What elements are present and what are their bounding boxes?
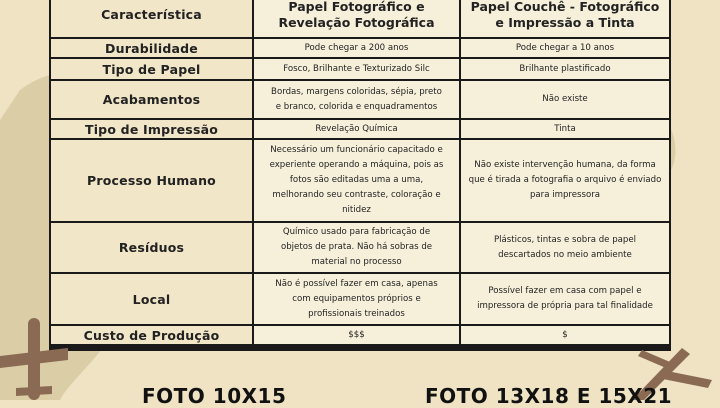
- row-label: Acabamentos: [51, 81, 254, 118]
- row-label: Tipo de Impressão: [51, 120, 254, 138]
- row-label: Processo Humano: [51, 140, 254, 221]
- row-value-col2: Possível fazer em casa com papel e impressora de própria para tal finalidade: [461, 274, 669, 324]
- table-row-paper-type: [51, 59, 669, 79]
- row-value-col2: $: [461, 326, 669, 344]
- table-row-production-cost: [51, 326, 669, 344]
- row-value-col1: Revelação Química: [254, 120, 461, 138]
- airplane-icon-left: [0, 318, 80, 400]
- row-label: Local: [51, 274, 254, 324]
- row-value-col2: Não existe intervenção humana, da forma que é tirada a fotografia o arquivo é enviado para impressora: [461, 140, 669, 221]
- footer-title-right: FOTO 13X18 E 15X21: [425, 384, 673, 408]
- table-header-row: [51, 0, 669, 37]
- row-value-col2: Pode chegar a 10 anos: [461, 39, 669, 57]
- table-row-location: [51, 274, 669, 324]
- table-row-durability: [51, 39, 669, 57]
- row-value-col1: Necessário um funcionário capacitado e experiente operando a máquina, pois as fotos são editadas uma a uma, melhorando seu contraste, coloração e nitidez: [254, 140, 461, 221]
- row-label: Resíduos: [51, 223, 254, 272]
- table-row-finishes: [51, 81, 669, 118]
- row-label: Tipo de Papel: [51, 59, 254, 79]
- comparison-table: [51, 0, 669, 346]
- row-label: Durabilidade: [51, 39, 254, 57]
- row-value-col2: Tinta: [461, 120, 669, 138]
- row-value-col2: Não existe: [461, 81, 669, 118]
- row-value-col2: Plásticos, tintas e sobra de papel descartados no meio ambiente: [461, 223, 669, 272]
- header-col-couche: Papel Couchê - Fotográfico e Impressão a Tinta: [461, 0, 669, 37]
- row-value-col1: Fosco, Brilhante e Texturizado Silc: [254, 59, 461, 79]
- row-value-col1: Não é possível fazer em casa, apenas com equipamentos próprios e profissionais treinados: [254, 274, 461, 324]
- header-characteristic: Característica: [51, 0, 254, 37]
- table-row-waste: [51, 223, 669, 272]
- header-col-photographic: Papel Fotográfico e Revelação Fotográfica: [254, 0, 461, 37]
- table-row-human-process: [51, 140, 669, 221]
- row-value-col1: Pode chegar a 200 anos: [254, 39, 461, 57]
- row-value-col1: Bordas, margens coloridas, sépia, preto e branco, colorida e enquadramentos: [254, 81, 461, 118]
- footer-title-left: FOTO 10X15: [142, 384, 287, 408]
- table-row-print-type: [51, 120, 669, 138]
- row-value-col2: Brilhante plastificado: [461, 59, 669, 79]
- row-value-col1: Químico usado para fabricação de objetos de prata. Não há sobras de material no processo: [254, 223, 461, 272]
- row-value-col1: $$$: [254, 326, 461, 344]
- row-label: Custo de Produção: [51, 326, 254, 344]
